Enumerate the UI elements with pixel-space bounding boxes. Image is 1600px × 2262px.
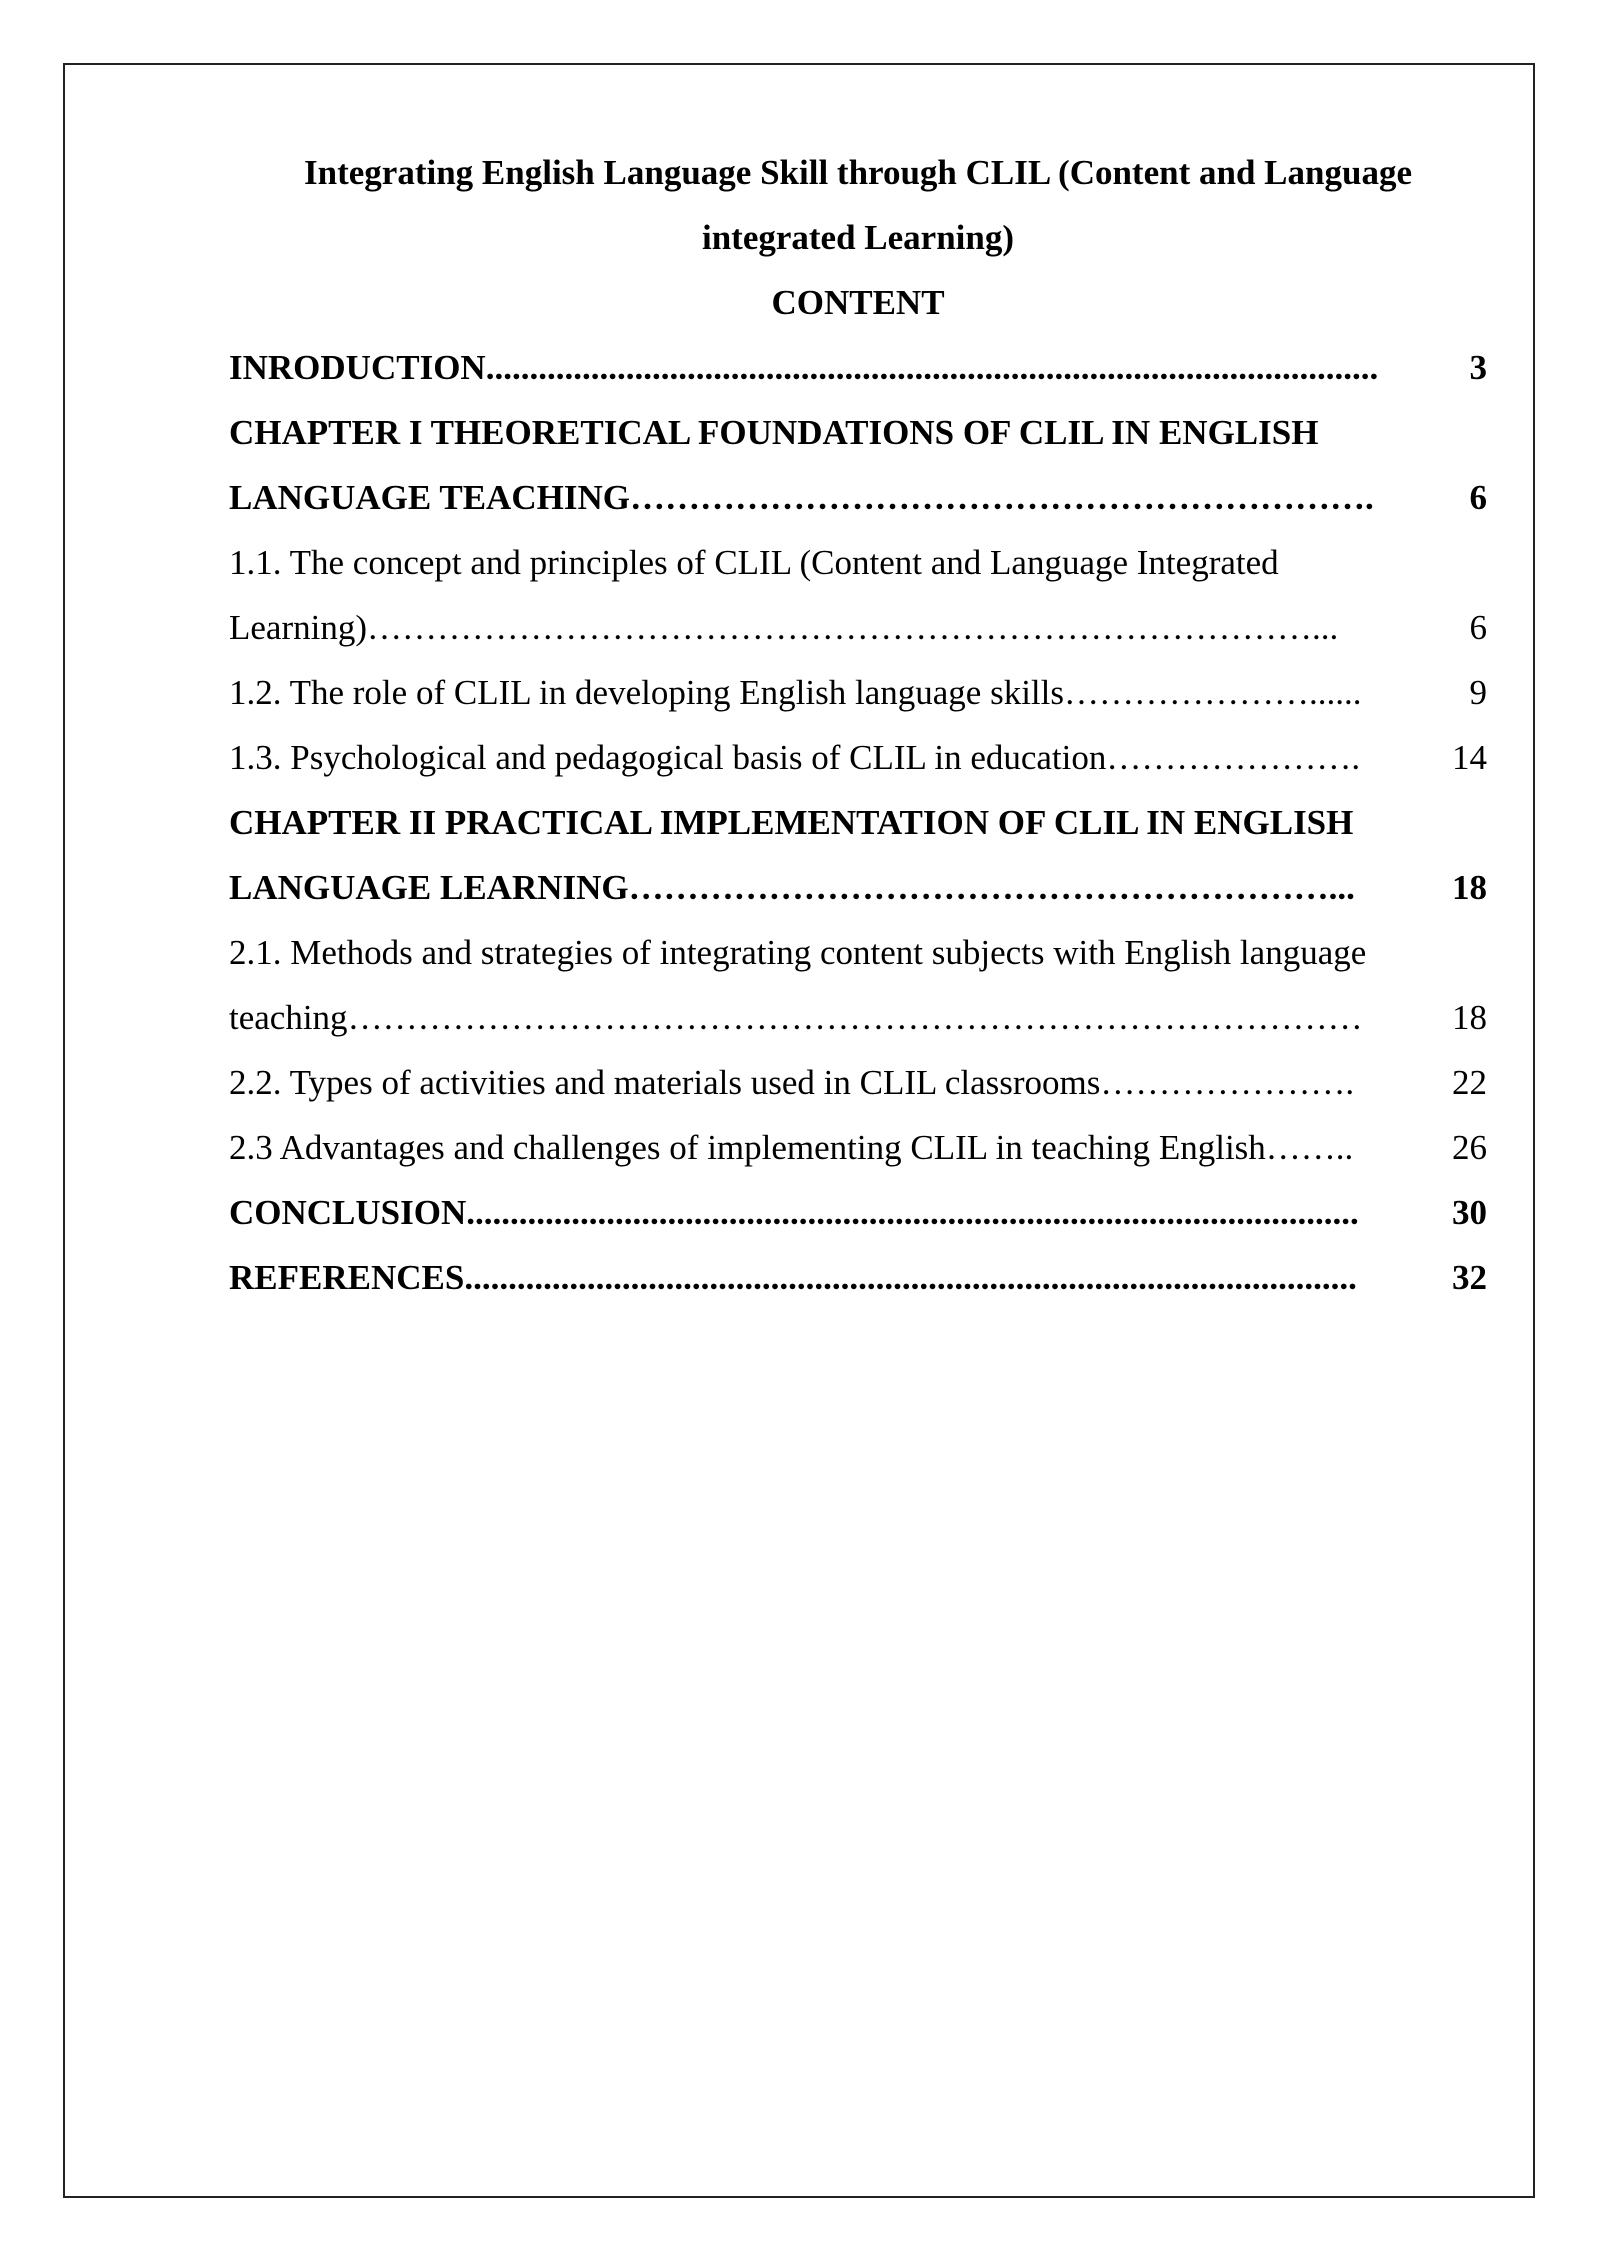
toc-entry-page: 18 [1452, 998, 1487, 1037]
toc-entry-label: 2.3 Advantages and challenges of implementing CLIL in teaching English [229, 1128, 1266, 1167]
toc-entry-references[interactable] [229, 1245, 1487, 1310]
toc-entry-chapter-2[interactable] [229, 855, 1487, 920]
document-title-line-2: integrated Learning) [701, 218, 1015, 257]
toc-content [229, 140, 1487, 1310]
toc-entry-page: 6 [1469, 478, 1487, 517]
toc-entry-label: REFERENCES [229, 1258, 465, 1297]
toc-entry-page: 22 [1452, 1063, 1487, 1102]
toc-entry-chapter-1-line-1: CHAPTER I THEORETICAL FOUNDATIONS OF CLIL IN ENGLISH [229, 413, 1319, 452]
toc-entry-leader: ………………………………………………………. [629, 478, 1374, 517]
toc-entry-2-1[interactable] [229, 985, 1487, 1050]
toc-entry-page: 6 [1469, 608, 1487, 647]
toc-entry-label: teaching [229, 998, 348, 1037]
toc-entry-page: 30 [1452, 1193, 1487, 1232]
toc-entry-leader: ………………………………………………………………………... [366, 608, 1339, 647]
toc-entry-page: 18 [1452, 868, 1487, 907]
toc-entry-2-1-line-1: 2.1. Methods and strategies of integrating content subjects with English language [229, 933, 1367, 972]
toc-entry-label: Learning) [229, 608, 367, 647]
toc-entry-page: 9 [1469, 673, 1487, 712]
toc-entry-leader: ...................................................................................................... [485, 348, 1379, 387]
toc-entry-conclusion[interactable] [229, 1180, 1487, 1245]
toc-entry-chapter-1[interactable] [229, 465, 1487, 530]
toc-entry-introduction[interactable] [229, 335, 1487, 400]
toc-entry-label: LANGUAGE LEARNING [229, 868, 629, 907]
toc-entry-label: 2.2. Types of activities and materials used in CLIL classrooms [229, 1063, 1101, 1102]
toc-entry-page: 26 [1452, 1128, 1487, 1167]
toc-entry-label: CONCLUSION [229, 1193, 467, 1232]
toc-entry-leader: …………………. [1100, 1063, 1355, 1102]
toc-entry-label: INRODUCTION [229, 348, 486, 387]
toc-entry-1-1-line-1: 1.1. The concept and principles of CLIL (Content and Language Integrated [229, 543, 1279, 582]
toc-entry-page: 3 [1469, 348, 1487, 387]
toc-entry-1-3[interactable] [229, 725, 1487, 790]
document-title-line-1: Integrating English Language Skill through CLIL (Content and Language [304, 153, 1412, 192]
toc-entry-leader: …………………. [1106, 738, 1361, 777]
toc-entry-1-1[interactable] [229, 595, 1487, 660]
toc-entry-1-2[interactable] [229, 660, 1487, 725]
toc-entry-leader: ...................................................................................................... [466, 1193, 1359, 1232]
toc-entry-label: LANGUAGE TEACHING [229, 478, 630, 517]
toc-entry-page: 14 [1452, 738, 1487, 777]
toc-entry-leader: …………………………………………………………………………… [347, 998, 1363, 1037]
toc-entry-page: 32 [1452, 1258, 1487, 1297]
toc-entry-label: 1.3. Psychological and pedagogical basis of CLIL in education [229, 738, 1107, 777]
toc-entry-2-2[interactable] [229, 1050, 1487, 1115]
toc-entry-leader: ...................................................................................................... [464, 1258, 1357, 1297]
toc-entry-2-3[interactable] [229, 1115, 1487, 1180]
toc-entry-leader: …………………...... [1064, 673, 1362, 712]
toc-entry-label: 1.2. The role of CLIL in developing English language skills [229, 673, 1064, 712]
toc-entry-leader: …….. [1265, 1128, 1354, 1167]
toc-entry-chapter-2-line-1: CHAPTER II PRACTICAL IMPLEMENTATION OF CLIL IN ENGLISH [229, 803, 1354, 842]
toc-entry-leader: ……………………………………………………... [628, 868, 1355, 907]
contents-heading: CONTENT [771, 283, 945, 322]
